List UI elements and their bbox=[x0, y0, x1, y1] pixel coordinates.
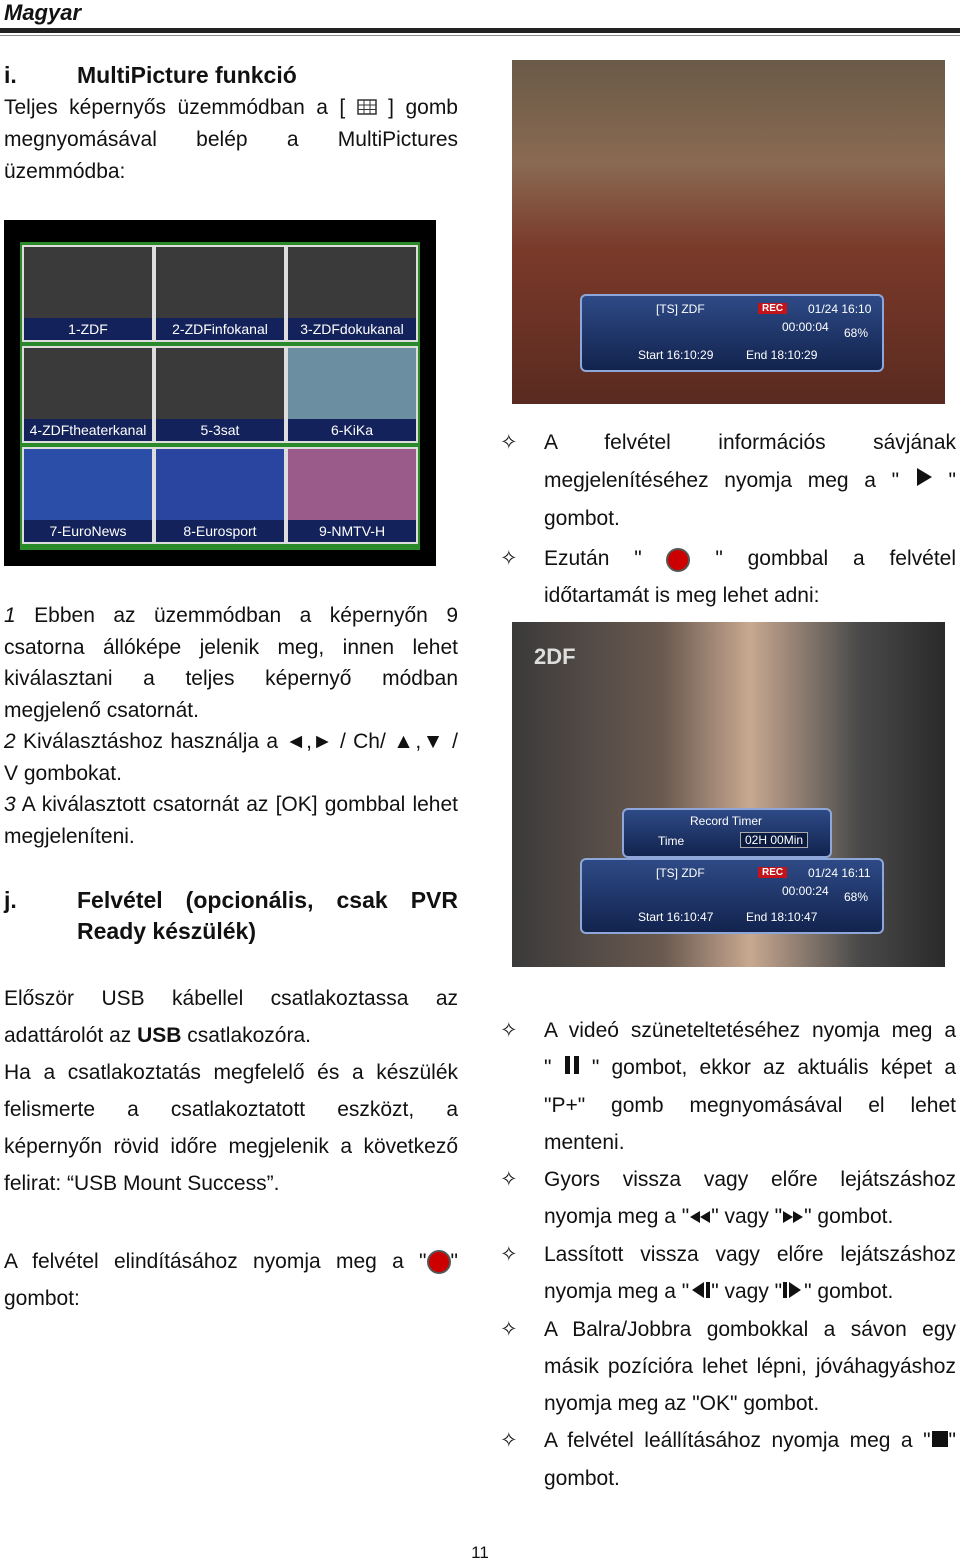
page-number: 11 bbox=[471, 1543, 489, 1562]
bullet-item bbox=[500, 540, 956, 614]
intro-text-1: Teljes képernyős üzemmódban a [ bbox=[4, 96, 346, 119]
bullet-text: " gombot. bbox=[804, 1279, 894, 1303]
body-line: Ha a csatlakoztatás megfelelő és a készülék bbox=[4, 1061, 458, 1084]
osd-date: 01/24 16:11 bbox=[808, 866, 871, 880]
step-text: Kiválasztáshoz használja a ◄,► / Ch/ ▲,▼ / bbox=[22, 730, 458, 753]
timer-title: Record Timer bbox=[690, 814, 763, 828]
grid-tile: 4-ZDFtheaterkanal bbox=[22, 346, 154, 443]
section-j-title-2: Ready készülék) bbox=[77, 918, 256, 944]
bullet-text: nyomja meg az "OK" gombot. bbox=[544, 1391, 820, 1415]
bullet-text: nyomja meg a " bbox=[544, 1204, 690, 1228]
osd-end: End 18:10:47 bbox=[746, 910, 818, 924]
timer-time-value[interactable]: 02H 00Min bbox=[740, 832, 808, 848]
bullet-text: " gombot. bbox=[804, 1204, 894, 1228]
osd-elapsed: 00:00:24 bbox=[782, 884, 829, 898]
body-line: gombot: bbox=[4, 1287, 80, 1310]
header-divider bbox=[0, 28, 960, 33]
pause-icon bbox=[564, 1050, 580, 1087]
steps-list bbox=[4, 600, 458, 852]
body-text: csatlakozóra. bbox=[181, 1024, 311, 1047]
osd-channel: [TS] ZDF bbox=[656, 302, 705, 316]
bullet-text: A felvétel leállításához nyomja meg a " bbox=[544, 1428, 931, 1452]
step-number: 2 bbox=[4, 730, 16, 753]
multipicture-icon bbox=[357, 93, 377, 125]
bullet-text: A felvétel információs sávjának bbox=[544, 431, 956, 454]
bullet-text: másik pozícióra lehet lépni, jóváhagyáshoz bbox=[544, 1354, 956, 1378]
bullet-item bbox=[500, 424, 956, 538]
zdf-logo: 2DF bbox=[534, 644, 576, 669]
bullet-text: menteni. bbox=[544, 1130, 625, 1154]
section-i-title: MultiPicture funkció bbox=[77, 62, 297, 88]
osd-start: Start 16:10:29 bbox=[638, 348, 714, 362]
usb-bold: USB bbox=[137, 1024, 182, 1047]
bullets-bottom bbox=[500, 1012, 956, 1497]
body-text: adattárolót az bbox=[4, 1024, 138, 1047]
body-text: A felvétel elindításához nyomja meg a " bbox=[4, 1250, 427, 1273]
fast-forward-icon bbox=[782, 1199, 804, 1236]
osd-start: Start 16:10:47 bbox=[638, 910, 714, 924]
osd-rec-badge: REC bbox=[758, 867, 787, 878]
record-button-icon bbox=[666, 548, 690, 572]
bullet-text: A videó szüneteltetéséhez nyomja meg a bbox=[544, 1019, 956, 1042]
bullet-text: " gombot, ekkor az aktuális képet a bbox=[591, 1056, 956, 1079]
grid-tile: 7-EuroNews bbox=[22, 447, 154, 544]
header-divider-thin bbox=[0, 35, 960, 36]
intro-text-2: ] gomb bbox=[388, 96, 458, 119]
record-timer-screenshot bbox=[512, 622, 945, 967]
section-j-label: j. bbox=[4, 887, 17, 913]
stop-icon bbox=[931, 1423, 949, 1460]
bullet-text: gombot. bbox=[544, 1466, 620, 1490]
bullet-text: " bbox=[544, 1056, 552, 1079]
bullet-text: " bbox=[948, 469, 956, 492]
body-line: képernyőn rövid időre megjelenik a következő bbox=[4, 1135, 458, 1158]
step-text: megjeleníteni. bbox=[4, 824, 135, 848]
section-j-title-1: Felvétel (opcionális, csak PVR bbox=[77, 887, 458, 913]
bullet-icon: ✧ bbox=[500, 547, 518, 571]
bullet-text: " vagy " bbox=[711, 1279, 783, 1303]
bullet-text: " gombbal a felvétel bbox=[715, 547, 956, 571]
body-line: felismerte a csatlakoztatott eszközt, a bbox=[4, 1098, 458, 1121]
bullet-icon: ✧ bbox=[500, 1019, 518, 1042]
play-icon bbox=[915, 462, 933, 500]
bullet-text: "P+" gomb megnyomásával el lehet bbox=[544, 1093, 956, 1117]
section-j-body bbox=[4, 980, 458, 1317]
rewind-icon bbox=[689, 1199, 711, 1236]
grid-tile: 9-NMTV-H bbox=[286, 447, 418, 544]
intro-text-3: megnyomásával belép a MultiPictures bbox=[4, 128, 458, 152]
step-number: 1 bbox=[4, 604, 16, 627]
body-line: felirat: “USB Mount Success”. bbox=[4, 1172, 280, 1195]
bullet-item bbox=[500, 1161, 956, 1236]
grid-tile: 2-ZDFinfokanal bbox=[154, 245, 286, 342]
osd-percent: 68% bbox=[844, 890, 869, 904]
intro-text-4: üzemmódba: bbox=[4, 159, 126, 183]
step-number: 3 bbox=[4, 793, 16, 816]
bullet-text: Gyors vissza vagy előre lejátszáshoz bbox=[544, 1167, 956, 1191]
multipicture-screenshot bbox=[4, 220, 436, 566]
section-i-intro bbox=[4, 92, 458, 187]
osd-rec-badge: REC bbox=[758, 303, 787, 314]
bullet-icon: ✧ bbox=[500, 1317, 518, 1341]
osd-date: 01/24 16:10 bbox=[808, 302, 872, 316]
recording-info-screenshot bbox=[512, 60, 945, 404]
record-timer-box bbox=[622, 808, 832, 858]
bullet-icon: ✧ bbox=[500, 431, 518, 454]
bullets-top bbox=[500, 424, 956, 614]
bullet-icon: ✧ bbox=[500, 1167, 518, 1191]
bullet-text: " bbox=[948, 1428, 956, 1452]
slow-rewind-icon bbox=[689, 1274, 711, 1311]
step-text: V gombokat. bbox=[4, 761, 122, 785]
bullet-text: megjelenítéséhez nyomja meg a " bbox=[544, 469, 900, 492]
step-text: csatorna állóképe jelenik meg, innen lehet bbox=[4, 635, 458, 659]
info-bar bbox=[580, 294, 884, 372]
bullet-item bbox=[500, 1236, 956, 1311]
bullet-item bbox=[500, 1422, 956, 1497]
osd-channel: [TS] ZDF bbox=[656, 866, 705, 880]
osd-elapsed: 00:00:04 bbox=[782, 320, 829, 334]
bullet-item bbox=[500, 1012, 956, 1161]
step-text: kiválasztani a teljes képernyő módban bbox=[4, 667, 458, 690]
bullet-text: Ezután " bbox=[544, 547, 642, 571]
grid-tile: 3-ZDFdokukanal bbox=[286, 245, 418, 342]
bullet-text: Lassított vissza vagy előre lejátszáshoz bbox=[544, 1242, 956, 1266]
bullet-text: nyomja meg a " bbox=[544, 1279, 690, 1303]
bullet-item bbox=[500, 1311, 956, 1422]
grid-tile: 6-KiKa bbox=[286, 346, 418, 443]
grid-tile: 8-Eurosport bbox=[154, 447, 286, 544]
grid-tile: 1-ZDF bbox=[22, 245, 154, 342]
bullet-text: időtartamát is meg lehet adni: bbox=[544, 584, 820, 608]
body-line: Először USB kábellel csatlakoztassa az bbox=[4, 987, 458, 1010]
grid-tile: 5-3sat bbox=[154, 346, 286, 443]
bullet-icon: ✧ bbox=[500, 1242, 518, 1266]
body-text: " bbox=[450, 1250, 458, 1273]
bullet-icon: ✧ bbox=[500, 1428, 518, 1452]
bullet-text: " vagy " bbox=[711, 1204, 783, 1228]
record-button-icon bbox=[427, 1250, 451, 1274]
step-text: Ebben az üzemmódban a képernyőn 9 bbox=[34, 604, 458, 627]
header-title: Magyar bbox=[4, 0, 82, 25]
step-text: A kiválasztott csatornát az [OK] gombbal lehet bbox=[21, 793, 458, 816]
bullet-text: gombot. bbox=[544, 507, 620, 531]
section-i-label: i. bbox=[4, 62, 17, 88]
osd-percent: 68% bbox=[844, 326, 869, 340]
info-bar bbox=[580, 858, 884, 934]
step-text: megjelenő csatornát. bbox=[4, 698, 199, 722]
slow-forward-icon bbox=[782, 1274, 804, 1311]
timer-time-label: Time bbox=[658, 834, 685, 848]
osd-end: End 18:10:29 bbox=[746, 348, 818, 362]
bullet-text: A Balra/Jobbra gombokkal a sávon egy bbox=[544, 1317, 956, 1341]
